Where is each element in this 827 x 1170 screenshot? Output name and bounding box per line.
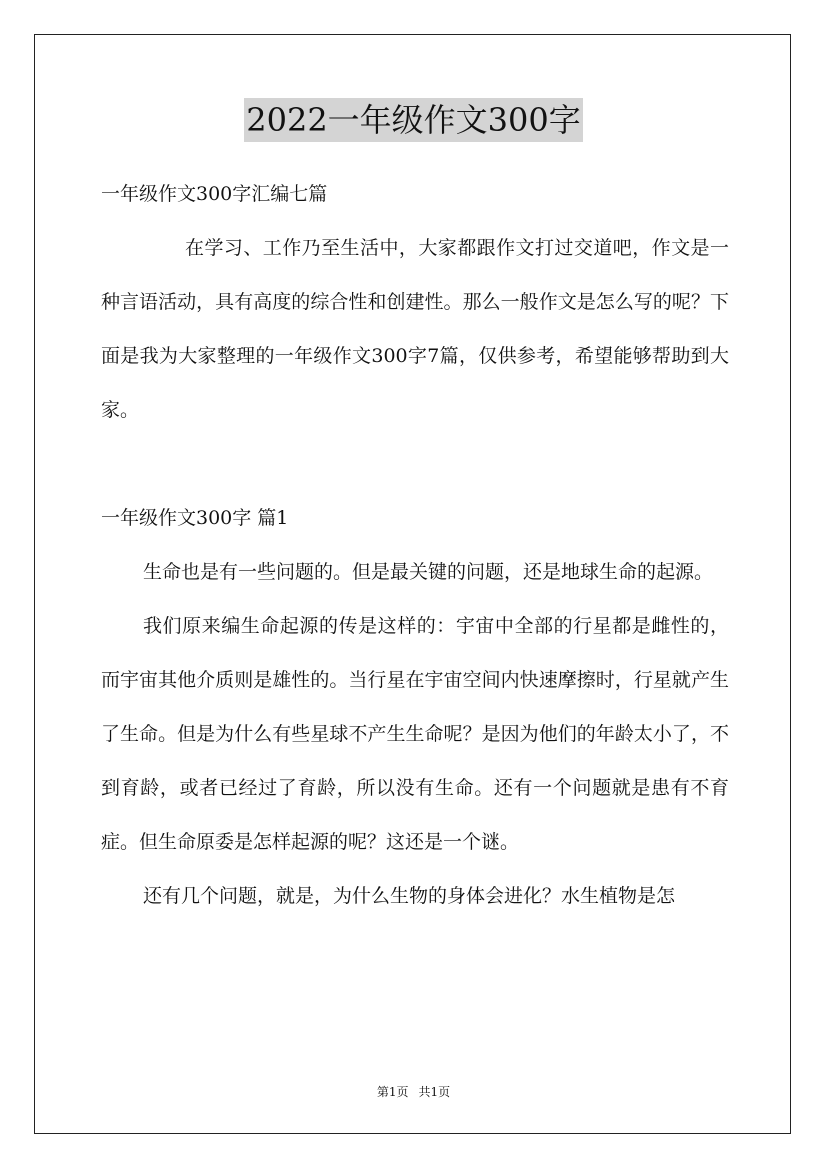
- intro-paragraph: 在学习、工作乃至生活中，大家都跟作文打过交道吧，作文是一种言语活动，具有高度的综合性和创建性。那么一般作文是怎么写的呢？下面是我为大家整理的一年级作文300字7篇，仅供参考，希望能够帮助到大家。: [101, 237, 729, 421]
- page-footer: [0, 1083, 827, 1101]
- essay-body: [101, 545, 729, 923]
- document-title: 2022一年级作文300字: [244, 98, 583, 142]
- essay-paragraph-1: 生命也是有一些问题的。但是最关键的问题，还是地球生命的起源。: [143, 561, 714, 583]
- page-number: 第1页: [376, 1085, 409, 1099]
- title-container: [0, 98, 827, 142]
- document-subtitle: 一年级作文300字汇编七篇: [101, 183, 328, 205]
- essay-paragraph-3: 还有几个问题，就是，为什么生物的身体会进化？水生植物是怎: [143, 885, 676, 907]
- section-heading: 一年级作文300字 篇1: [101, 507, 289, 529]
- page-total: 共1页: [418, 1085, 451, 1099]
- essay-paragraph-2: 我们原来编生命起源的传是这样的：宇宙中全部的行星都是雌性的，而宇宙其他介质则是雄性的。当行星在宇宙空间内快速摩擦时，行星就产生了生命。但是为什么有些星球不产生生命呢？是因为他们的年龄太小了，不到育龄，或者已经过了育龄，所以没有生命。还有一个问题就是患有不育症。但生命原委是怎样起源的呢？这还是一个谜。: [101, 615, 729, 853]
